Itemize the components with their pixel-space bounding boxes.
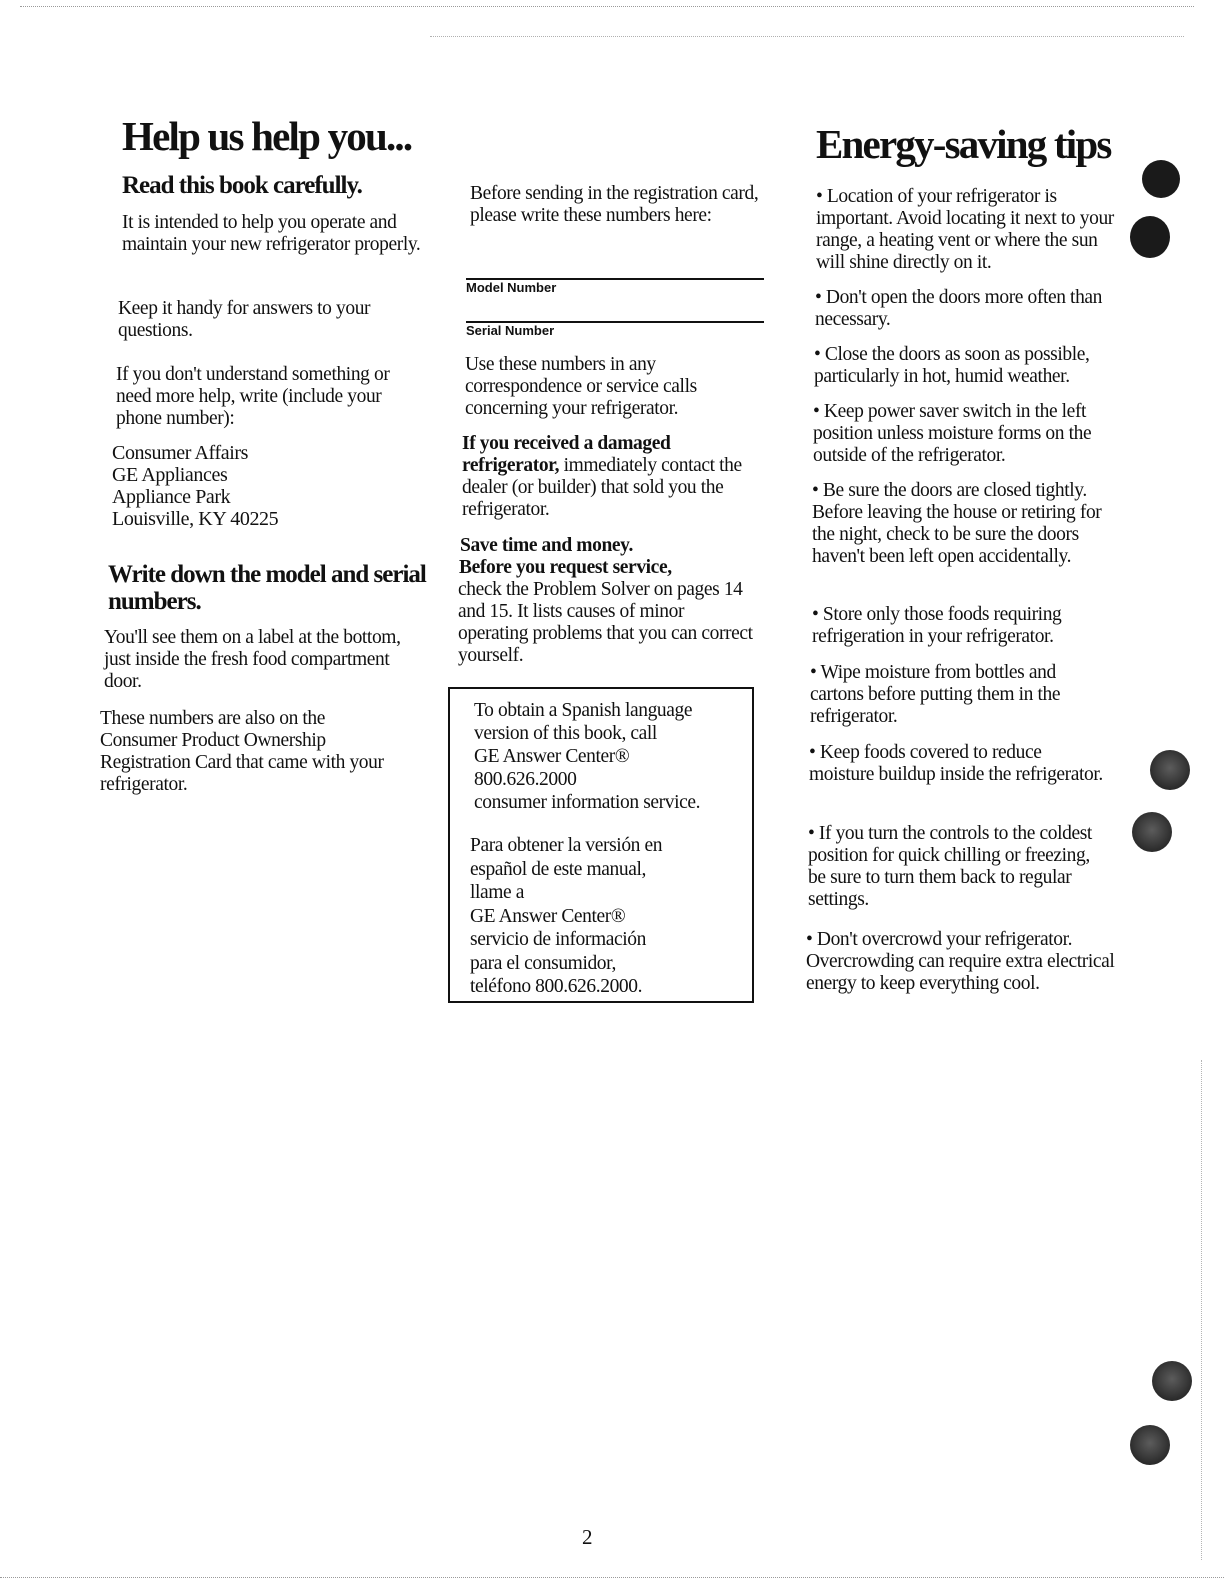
damaged-bold-lead: If you received a damaged refrigerator, xyxy=(462,433,671,476)
address-line: Louisville, KY 40225 xyxy=(112,508,279,530)
energy-tip: • Wipe moisture from bottles and cartons before putting them in the refrigerator. xyxy=(810,662,1061,727)
address-line: Consumer Affairs xyxy=(112,442,248,464)
damaged-paragraph xyxy=(462,433,762,521)
energy-tip: • If you turn the controls to the coldest position for quick chilling or freezing, be sure to turn them back to regular settings. xyxy=(808,823,1092,910)
help-us-title: Help us help you... xyxy=(122,113,412,159)
address-block xyxy=(112,442,278,530)
binder-hole-mark xyxy=(1132,812,1172,852)
label-location-paragraph: You'll see them on a label at the bottom, just inside the fresh food compartment door. xyxy=(104,627,401,692)
damaged-text: immediately contact the dealer (or builder) that sold you the refrigerator. xyxy=(462,455,742,520)
box-line: consumer information service. xyxy=(474,792,701,813)
box-line: Para obtener la versión en xyxy=(470,835,663,856)
box-line: 800.626.2000 xyxy=(474,769,577,790)
scan-top-rule xyxy=(430,36,1184,37)
keep-handy-paragraph: Keep it handy for answers to your questions. xyxy=(118,298,371,341)
energy-tip: • Close the doors as soon as possible, particularly in hot, humid weather. xyxy=(814,344,1090,387)
energy-tip: • Store only those foods requiring refrigeration in your refrigerator. xyxy=(812,604,1062,647)
write-down-heading: Write down the model and serial numbers. xyxy=(108,561,426,615)
before-sending-paragraph: Before sending in the registration card, please write these numbers here: xyxy=(470,183,759,226)
help-note-paragraph: If you don't understand something or need more help, write (include your phone number): xyxy=(116,364,390,429)
spanish-language-box xyxy=(448,687,754,1003)
save-time-heading: Save time and money. xyxy=(460,535,633,556)
scan-top-edge xyxy=(20,6,1194,7)
serial-number-label: Serial Number xyxy=(466,323,555,338)
box-line: version of this book, call xyxy=(474,723,657,744)
page-number: 2 xyxy=(582,1525,593,1549)
energy-saving-title: Energy-saving tips xyxy=(816,121,1111,167)
box-line: llame a xyxy=(470,882,525,903)
box-line: To obtain a Spanish language xyxy=(474,700,693,721)
box-line: GE Answer Center® xyxy=(474,746,630,767)
box-line: teléfono 800.626.2000. xyxy=(470,976,643,997)
scan-bottom-edge xyxy=(0,1577,1224,1578)
read-book-heading: Read this book carefully. xyxy=(122,172,362,199)
registration-card-paragraph: These numbers are also on the Consumer Product Ownership Registration Card that came with your refrigerator. xyxy=(100,708,384,795)
box-line: para el consumidor, xyxy=(470,952,616,974)
box-line: servicio de información xyxy=(470,929,646,950)
use-numbers-paragraph: Use these numbers in any correspondence or service calls concerning your refrigerator. xyxy=(465,354,697,419)
energy-tip: • Don't overcrowd your refrigerator. Overcrowding can require extra electrical energy to keep everything cool. xyxy=(806,929,1115,994)
address-line: Appliance Park xyxy=(112,486,231,508)
spanish-box-english xyxy=(474,699,754,814)
spanish-box-spanish xyxy=(470,834,750,999)
energy-tip: • Location of your refrigerator is important. Avoid locating it next to your range, a heating vent or where the sun will shine directly on it. xyxy=(816,186,1114,273)
binder-hole-mark xyxy=(1152,1361,1192,1401)
scan-right-edge xyxy=(1201,1060,1202,1560)
box-line: GE Answer Center® xyxy=(470,905,626,927)
binder-hole-mark xyxy=(1150,750,1190,790)
energy-tip: • Don't open the doors more often than necessary. xyxy=(815,287,1103,330)
energy-tip: • Keep foods covered to reduce moisture buildup inside the refrigerator. xyxy=(809,742,1103,785)
binder-hole-mark xyxy=(1130,216,1170,258)
energy-tip: • Keep power saver switch in the left position unless moisture forms on the outside of the refrigerator. xyxy=(813,401,1092,466)
model-number-label: Model Number xyxy=(466,280,557,295)
before-service-heading: Before you request service, xyxy=(459,557,672,578)
intro-paragraph: It is intended to help you operate and maintain your new refrigerator properly. xyxy=(122,212,421,255)
problem-solver-paragraph: check the Problem Solver on pages 14 and 15. It lists causes of minor operating problems that you can correct yourself. xyxy=(458,579,753,666)
energy-tip: • Be sure the doors are closed tightly. Before leaving the house or retiring for the night, check to be sure the doors haven't been left open accidentally. xyxy=(812,480,1102,567)
box-line: español de este manual, xyxy=(470,858,646,880)
binder-hole-mark xyxy=(1142,160,1180,198)
address-line: GE Appliances xyxy=(112,464,228,486)
binder-hole-mark xyxy=(1130,1425,1170,1465)
